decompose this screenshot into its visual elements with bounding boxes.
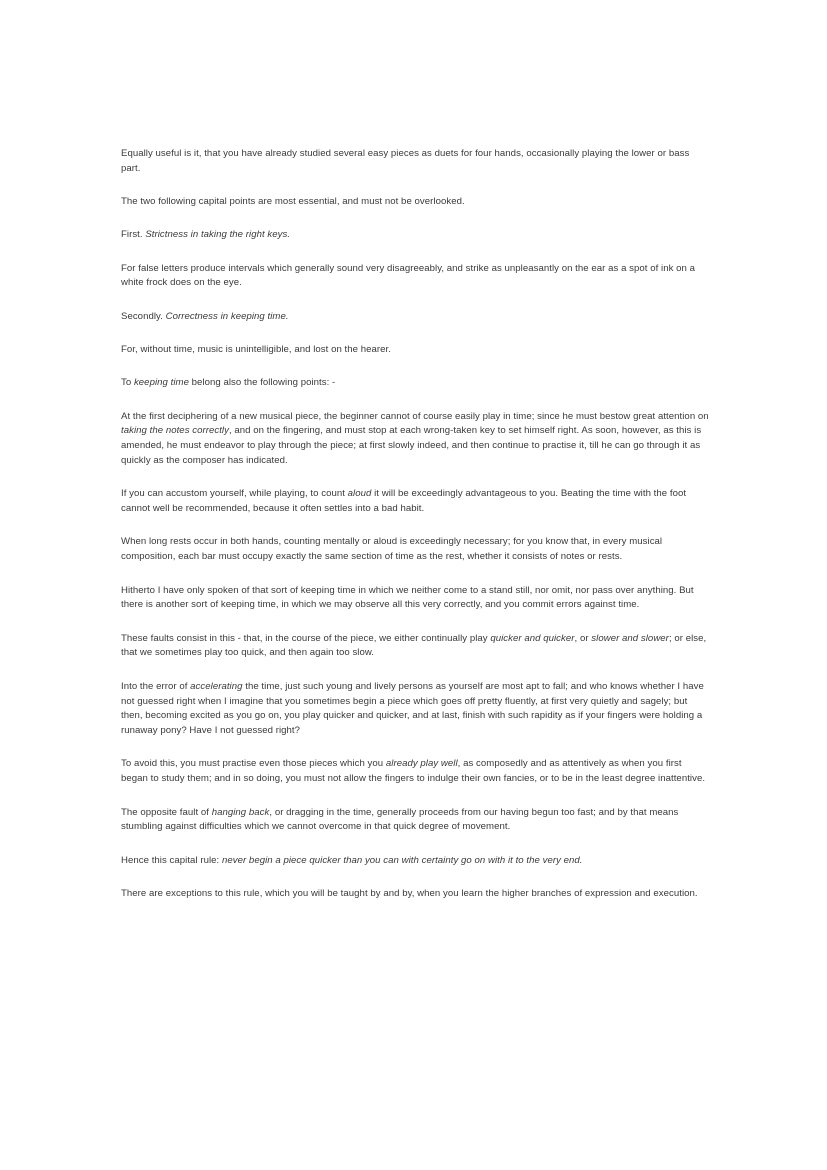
- emphasis-text: slower and slower: [591, 632, 669, 644]
- emphasis-text: Strictness in taking the right keys.: [145, 229, 291, 241]
- emphasis-text: hanging back: [211, 806, 270, 818]
- emphasis-text: aloud: [347, 488, 372, 500]
- paragraph-count-aloud: [121, 487, 711, 517]
- text-run: , as composedly and as attentively as when you first began to study them; and in so doing, you must not allow the fingers to indulge their own fancies, or to be in the least degree inattentive.: [121, 758, 706, 785]
- paragraph-faults: [121, 632, 711, 662]
- paragraph-long-rests: [121, 535, 711, 565]
- text-run: , and on the fingering, and must stop at each wrong-taken key to set himself right. As soon, however, as this is amended, he must endeavor to play through the piece; at first slowly indeed, and then continue to practise it, till he can go through it as quickly as the composer has indicated.: [121, 425, 702, 467]
- text-run: belong also the following points: -: [188, 377, 336, 389]
- text-run: To avoid this, you must practise even those pieces which you: [121, 758, 386, 770]
- paragraph-capital-points: [121, 195, 711, 210]
- text-run: Hitherto I have only spoken of that sort of keeping time in which we neither come to a stand still, nor omit, nor pass over anything. But there is another sort of keeping time, in which we may observe all this very correctly, and you commit errors against time.: [121, 584, 694, 611]
- text-run: If you can accustom yourself, while playing, to count: [121, 488, 348, 500]
- text-run: the time, just such young and lively persons as yourself are most apt to fall; and who knows whether I have not guessed right when I imagine that you sometimes begin a piece which goes off pretty fluently, at first very quietly and sagely; but then, becoming excited as you go on, you play quicker and quicker, and at last, finish with such rapidity as if your fingers were holding a runaway pony? Have I not guessed right?: [121, 680, 704, 737]
- emphasis-text: keeping time: [133, 377, 189, 389]
- text-run: There are exceptions to this rule, which you will be taught by and by, when you learn the higher branches of expression and execution.: [121, 887, 698, 899]
- text-run: ; or else, that we sometimes play too quick, and then again too slow.: [121, 632, 707, 659]
- paragraph-hanging-back: [121, 806, 711, 836]
- emphasis-text: taking the notes correctly: [121, 425, 229, 437]
- emphasis-text: never begin a piece quicker than you can with certainty go on with it to the very end.: [221, 854, 583, 866]
- text-run: Equally useful is it, that you have already studied several easy pieces as duets for four hands, occasionally playing the lower or bass part.: [121, 148, 690, 174]
- paragraph-duets: [121, 147, 711, 177]
- paragraph-hitherto: [121, 584, 711, 614]
- emphasis-text: quicker and quicker: [490, 632, 575, 644]
- paragraph-accelerating: [121, 680, 711, 739]
- text-run: The opposite fault of: [121, 806, 212, 818]
- paragraph-false-letters: [121, 262, 711, 292]
- paragraph-capital-rule: [121, 854, 711, 869]
- text-run: At the first deciphering of a new musical piece, the beginner cannot of course easily play in time; since he must bestow great attention on: [121, 410, 709, 422]
- paragraph-without-time: [121, 343, 711, 358]
- text-run: To: [121, 377, 134, 389]
- emphasis-text: Correctness in keeping time.: [165, 310, 289, 322]
- paragraph-keeping-time-points: [121, 376, 711, 391]
- text-run: Into the error of: [121, 680, 191, 692]
- text-run: First.: [121, 229, 146, 241]
- text-run: Hence this capital rule:: [121, 854, 222, 866]
- text-run: The two following capital points are most essential, and must not be overlooked.: [121, 196, 465, 208]
- paragraph-second-point: [121, 310, 711, 325]
- paragraph-exceptions: [121, 887, 711, 902]
- text-run: When long rests occur in both hands, counting mentally or aloud is exceedingly necessary; for you know that, in every musical composition, each bar must occupy exactly the same section of time as the rest, whether it consists of notes or rests.: [121, 536, 663, 563]
- emphasis-text: already play well: [385, 758, 458, 770]
- text-run: Secondly.: [121, 310, 166, 322]
- paragraph-avoid-this: [121, 757, 711, 787]
- text-run: These faults consist in this - that, in the course of the piece, we either continually play: [121, 632, 491, 644]
- paragraph-deciphering: [121, 410, 711, 469]
- text-run: For, without time, music is unintelligible, and lost on the hearer.: [121, 344, 391, 356]
- text-run: , or dragging in the time, generally proceeds from our having begun too fast; and by that means stumbling against difficulties which we cannot overcome in that quick degree of movement.: [121, 806, 679, 833]
- paragraph-first-point: [121, 228, 711, 243]
- document-body: [121, 147, 711, 920]
- emphasis-text: accelerating: [190, 680, 243, 692]
- text-run: , or: [574, 632, 592, 644]
- text-run: it will be exceedingly advantageous to you. Beating the time with the foot cannot well be recommended, because it often settles into a bad habit.: [121, 488, 687, 515]
- text-run: For false letters produce intervals which generally sound very disagreeably, and strike as unpleasantly on the ear as a spot of ink on a white frock does on the eye.: [121, 262, 696, 289]
